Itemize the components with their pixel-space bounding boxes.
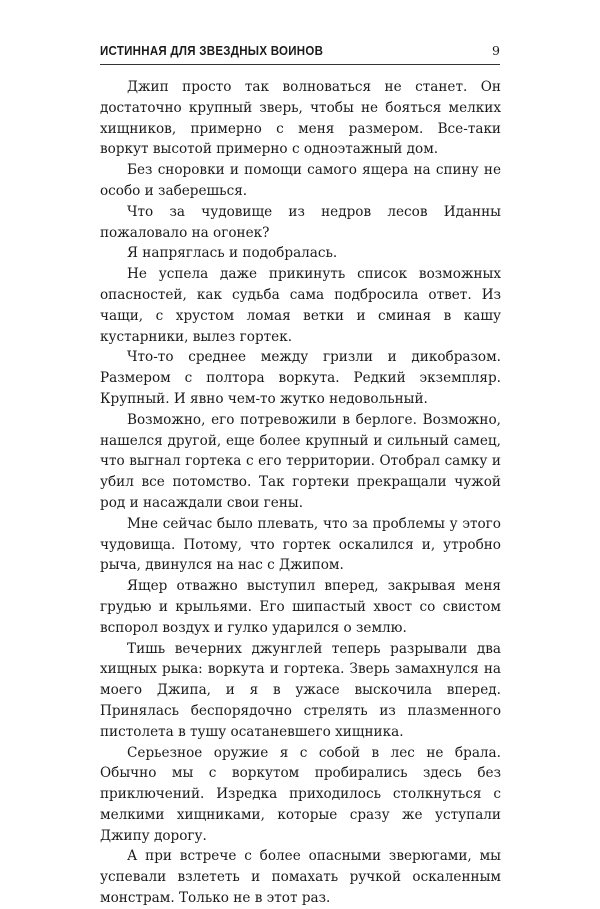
paragraph: Я напряглась и подобралась.	[127, 245, 338, 262]
header-rule	[100, 64, 500, 65]
paragraph: А при встрече с более опасными зверюгами, мы успевали взлететь и помахать ручкой оскаленным монстрам. Только не в этот раз.	[100, 848, 501, 907]
paragraph: Без сноровки и помощи самого ящера на спину не особо и заберешься.	[100, 162, 501, 199]
paragraph: Что за чудовище из недров лесов Иданны пожаловало на огонек?	[100, 203, 501, 241]
running-title: ИСТИННАЯ ДЛЯ ЗВЕЗДНЫХ ВОИНОВ	[100, 44, 324, 58]
paragraph: Что-то среднее между гризли и дикобразом. Размером с полтора воркута. Редкий экземпляр. Крупный. И явно чем-то жутко недовольный.	[100, 349, 501, 407]
paragraph: Мне сейчас было плевать, что за проблемы у этого чудовища. Потому, что гортек оскалился и, утробно рыча, двинулся на нас с Джипом.	[100, 515, 501, 574]
body-text	[100, 77, 501, 909]
paragraph: Ящер отважно выступил вперед, закрывая меня грудью и крыльями. Его шипастый хвост со свистом вспорол воздух и гулко ударился о землю.	[100, 578, 501, 636]
paragraph: Джип просто так волноваться не станет. Он достаточно крупный зверь, чтобы не бояться мелких хищников, примерно с меня размером. Все-таки воркут высотой примерно с одноэтажный дом.	[100, 79, 501, 158]
paragraph: Возможно, его потревожили в берлоге. Возможно, нашелся другой, еще более крупный и сильный самец, что выгнал гортека с его территории. Отобрал самку и убил все потомство. Так гортеки прекращали чужой род и насаждали свои гены.	[100, 411, 501, 511]
paragraph: Тишь вечерних джунглей теперь разрывали два хищных рыка: воркута и гортека. Зверь замахнулся на моего Джипа, и я в ужасе выскочила вперед. Принялась беспорядочно стрелять из плазменного пистолета в тушу осатаневшего хищника.	[100, 640, 501, 740]
page-header	[100, 43, 500, 58]
paragraph: Серьезное оружие я с собой в лес не брала. Обычно мы с воркутом пробирались здесь без приключений. Изредка приходилось столкнуться с мелкими хищниками, которые сразу же уступали Джипу дорогу.	[100, 744, 501, 844]
paragraph: Не успела даже прикинуть список возможных опасностей, как судьба сама подбросила ответ. Из чащи, с хрустом ломая ветки и сминая в кашу кустарники, вылез гортек.	[100, 266, 501, 345]
page-number: 9	[492, 43, 500, 58]
